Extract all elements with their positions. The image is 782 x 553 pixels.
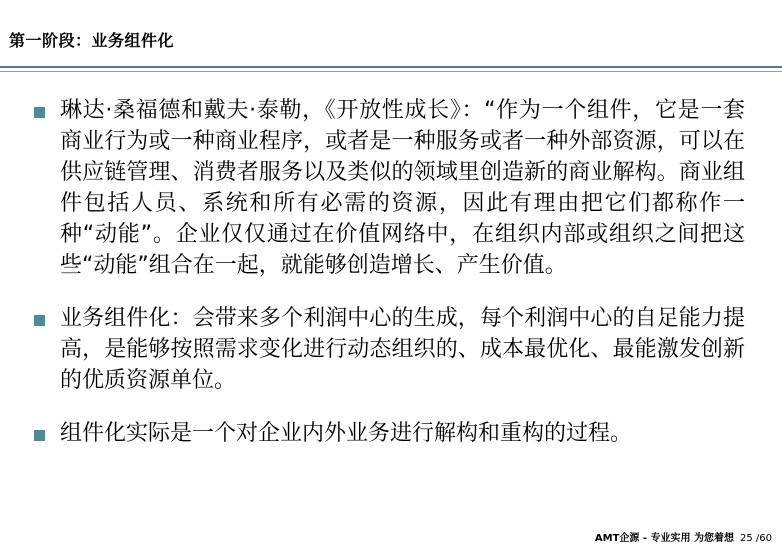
footer-brand: AMT企源 - 专业实用 为您着想	[594, 533, 734, 544]
bullet-text: 琳达·桑福德和戴夫·泰勒，《开放性成长》：“作为一个组件，它是一套商业行为或一种商业程序，或者是一种服务或者一种外部资源，可以在供应链管理、消费者服务以及类似的领域里创造新的商业解构。商业组件包括人员、系统和所有必需的资源，因此有理由把它们都称作一种“动能”。企业仅仅通过在价值网络中，在组织内部或组织之间把这些“动能”组合在一起，就能够创造增长、产生价值。	[60, 98, 745, 278]
title-divider	[0, 66, 782, 68]
bullet-list	[30, 95, 745, 471]
bullet-square-icon	[34, 107, 45, 118]
slide-title: 第一阶段：业务组件化	[9, 31, 175, 50]
page-number: 25 /60	[740, 533, 772, 544]
bullet-text: 组件化实际是一个对企业内外业务进行解构和重构的过程。	[60, 421, 633, 446]
footer	[595, 529, 772, 544]
title-divider-thin	[0, 71, 782, 72]
bullet-square-icon	[34, 430, 45, 441]
bullet-item	[30, 303, 745, 396]
bullet-text: 业务组件化：会带来多个利润中心的生成，每个利润中心的自足能力提高，是能够按照需求变化进行动态组织的、成本最优化、最能激发创新的优质资源单位。	[60, 306, 745, 393]
bullet-item	[30, 95, 745, 281]
bullet-item	[30, 418, 745, 449]
bullet-square-icon	[34, 315, 45, 326]
